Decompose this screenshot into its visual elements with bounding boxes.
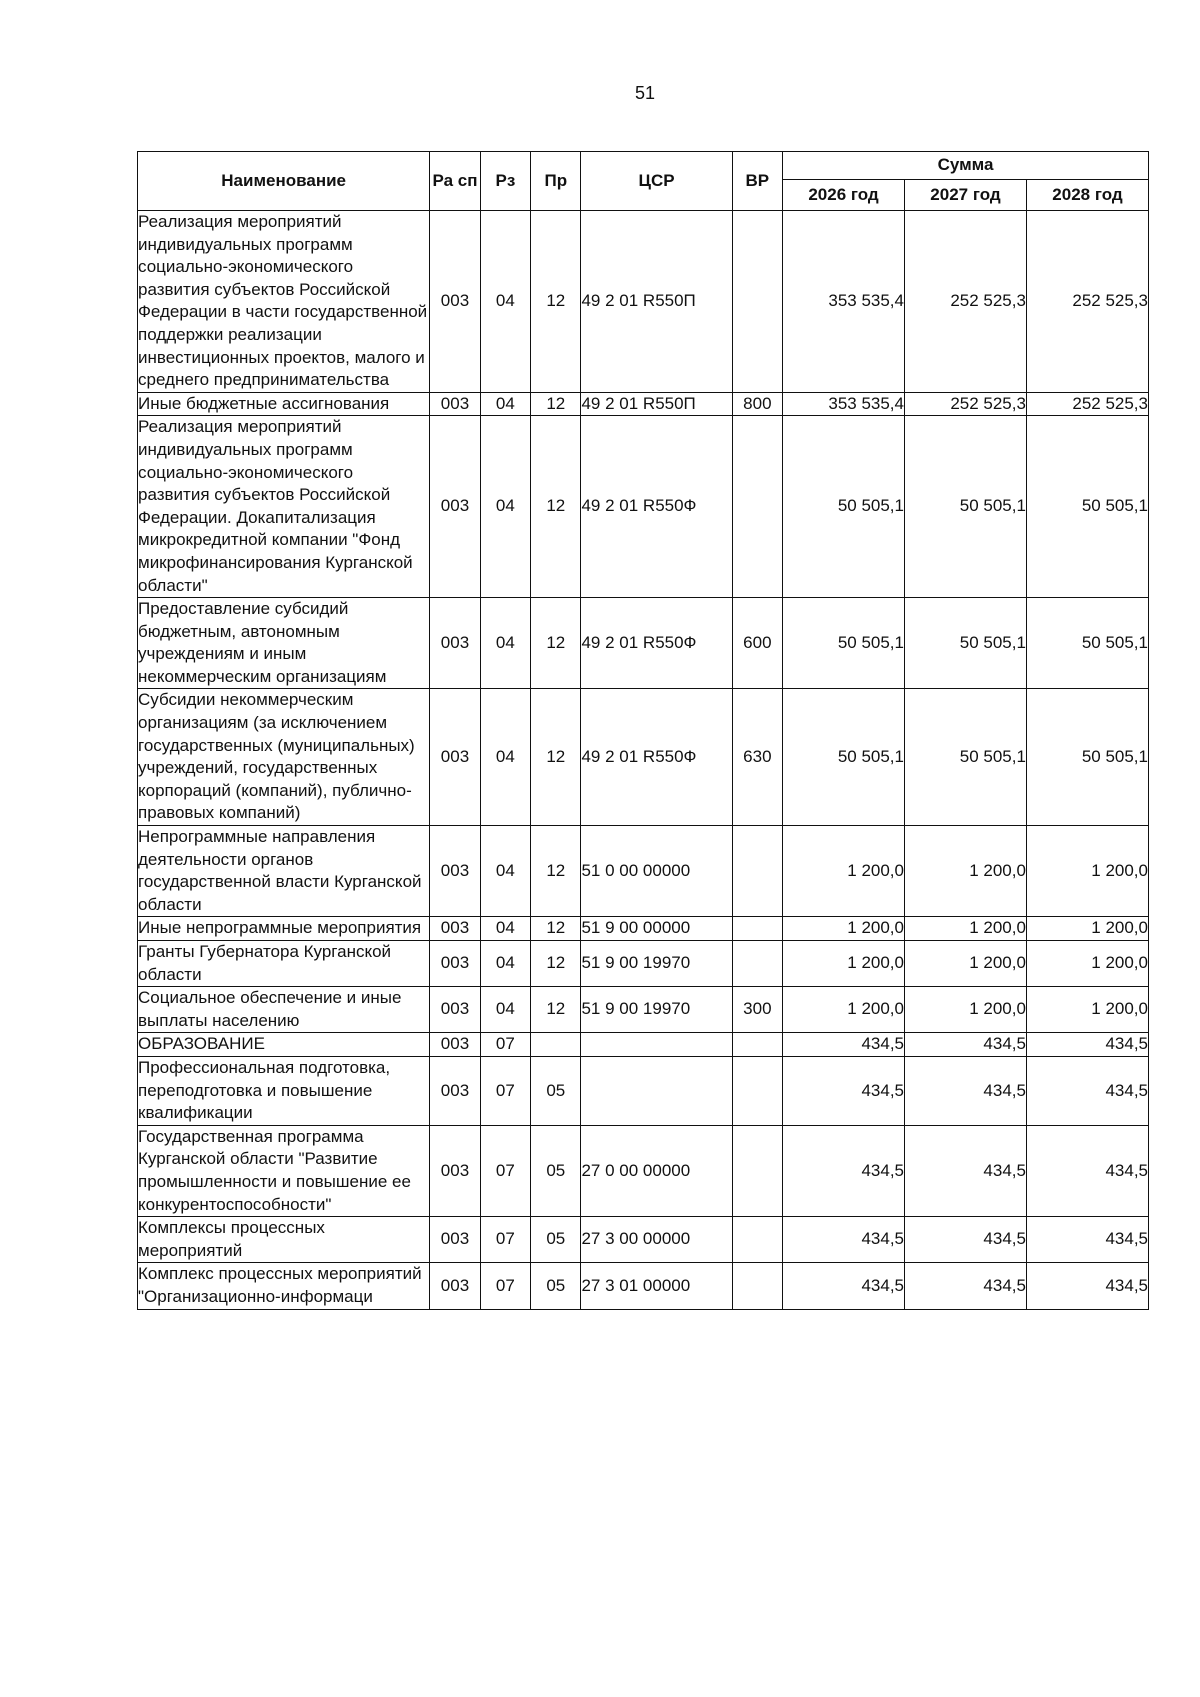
cell-amount-2026: 353 535,4 — [783, 211, 905, 393]
cell-vr — [732, 826, 782, 917]
cell-pr: 12 — [531, 689, 581, 826]
table-row — [138, 1263, 1149, 1309]
cell-amount-2026: 434,5 — [783, 1125, 905, 1216]
cell-pr: 12 — [531, 392, 581, 416]
cell-rasp: 003 — [430, 987, 480, 1033]
cell-rasp: 003 — [430, 1125, 480, 1216]
header-name: Наименование — [138, 152, 430, 211]
cell-rz: 04 — [480, 917, 530, 941]
cell-rz: 04 — [480, 826, 530, 917]
cell-amount-2028: 1 200,0 — [1026, 917, 1148, 941]
cell-name: Реализация мероприятий индивидуальных программ социально-экономического развития субъектов Российской Федерации в части государственной поддержки реализации инвестиционных проектов, малого и среднего предпринимательства — [138, 211, 430, 393]
cell-vr — [732, 1217, 782, 1263]
cell-vr: 600 — [732, 598, 782, 689]
cell-vr: 300 — [732, 987, 782, 1033]
table-row — [138, 598, 1149, 689]
cell-amount-2026: 50 505,1 — [783, 416, 905, 598]
cell-amount-2027: 50 505,1 — [905, 416, 1027, 598]
cell-vr: 800 — [732, 392, 782, 416]
cell-amount-2027: 252 525,3 — [905, 211, 1027, 393]
cell-rasp: 003 — [430, 917, 480, 941]
cell-amount-2026: 50 505,1 — [783, 598, 905, 689]
cell-csr: 51 9 00 19970 — [581, 987, 732, 1033]
cell-rasp: 003 — [430, 598, 480, 689]
cell-amount-2027: 1 200,0 — [905, 987, 1027, 1033]
cell-rz: 07 — [480, 1056, 530, 1125]
cell-amount-2027: 50 505,1 — [905, 598, 1027, 689]
cell-rz: 07 — [480, 1125, 530, 1216]
cell-csr: 27 0 00 00000 — [581, 1125, 732, 1216]
header-sum: Сумма — [783, 152, 1149, 180]
cell-amount-2028: 50 505,1 — [1026, 598, 1148, 689]
cell-rz: 04 — [480, 941, 530, 987]
cell-amount-2027: 1 200,0 — [905, 917, 1027, 941]
cell-rasp: 003 — [430, 416, 480, 598]
cell-csr: 51 9 00 19970 — [581, 941, 732, 987]
header-csr: ЦСР — [581, 152, 732, 211]
cell-amount-2028: 434,5 — [1026, 1033, 1148, 1057]
budget-table — [137, 151, 1149, 1310]
cell-rasp: 003 — [430, 1056, 480, 1125]
cell-pr: 05 — [531, 1125, 581, 1216]
cell-rz: 04 — [480, 392, 530, 416]
table-row — [138, 1217, 1149, 1263]
cell-rasp: 003 — [430, 1263, 480, 1309]
cell-rasp: 003 — [430, 1033, 480, 1057]
cell-amount-2028: 434,5 — [1026, 1263, 1148, 1309]
cell-amount-2027: 50 505,1 — [905, 689, 1027, 826]
cell-amount-2026: 434,5 — [783, 1056, 905, 1125]
cell-pr — [531, 1033, 581, 1057]
cell-amount-2027: 434,5 — [905, 1263, 1027, 1309]
header-rasp: Ра сп — [430, 152, 480, 211]
cell-vr — [732, 1263, 782, 1309]
cell-csr — [581, 1056, 732, 1125]
cell-pr: 05 — [531, 1263, 581, 1309]
cell-csr: 49 2 01 R550П — [581, 392, 732, 416]
cell-name: Комплексы процессных мероприятий — [138, 1217, 430, 1263]
cell-csr: 27 3 01 00000 — [581, 1263, 732, 1309]
cell-csr: 49 2 01 R550Ф — [581, 598, 732, 689]
cell-rasp: 003 — [430, 392, 480, 416]
cell-amount-2028: 434,5 — [1026, 1056, 1148, 1125]
cell-name: Государственная программа Курганской области "Развитие промышленности и повышение ее конкурентоспособности" — [138, 1125, 430, 1216]
cell-rasp: 003 — [430, 211, 480, 393]
cell-amount-2028: 50 505,1 — [1026, 416, 1148, 598]
table-row — [138, 1033, 1149, 1057]
header-vr: ВР — [732, 152, 782, 211]
cell-csr: 49 2 01 R550Ф — [581, 689, 732, 826]
cell-name: Гранты Губернатора Курганской области — [138, 941, 430, 987]
cell-vr: 630 — [732, 689, 782, 826]
cell-amount-2027: 252 525,3 — [905, 392, 1027, 416]
cell-pr: 12 — [531, 987, 581, 1033]
header-pr: Пр — [531, 152, 581, 211]
cell-amount-2028: 1 200,0 — [1026, 941, 1148, 987]
page-number: 51 — [634, 83, 656, 103]
cell-amount-2026: 1 200,0 — [783, 941, 905, 987]
cell-amount-2028: 1 200,0 — [1026, 826, 1148, 917]
cell-rz: 07 — [480, 1263, 530, 1309]
cell-amount-2027: 434,5 — [905, 1033, 1027, 1057]
cell-name: Иные непрограммные мероприятия — [138, 917, 430, 941]
cell-amount-2027: 434,5 — [905, 1217, 1027, 1263]
table-row — [138, 941, 1149, 987]
table-row — [138, 987, 1149, 1033]
table-row — [138, 689, 1149, 826]
cell-rz: 04 — [480, 598, 530, 689]
cell-amount-2026: 434,5 — [783, 1263, 905, 1309]
cell-amount-2027: 1 200,0 — [905, 941, 1027, 987]
cell-name: Реализация мероприятий индивидуальных программ социально-экономического развития субъектов Российской Федерации. Докапитализация микрокредитной компании "Фонд микрофинансирования Курганской области" — [138, 416, 430, 598]
cell-vr — [732, 416, 782, 598]
table-body — [138, 211, 1149, 1310]
cell-name: Иные бюджетные ассигнования — [138, 392, 430, 416]
cell-amount-2028: 434,5 — [1026, 1125, 1148, 1216]
cell-amount-2027: 434,5 — [905, 1056, 1027, 1125]
table-row — [138, 917, 1149, 941]
table-row — [138, 392, 1149, 416]
cell-rz: 04 — [480, 987, 530, 1033]
table-row — [138, 211, 1149, 393]
cell-csr: 49 2 01 R550Ф — [581, 416, 732, 598]
cell-amount-2026: 434,5 — [783, 1217, 905, 1263]
table-row — [138, 1125, 1149, 1216]
cell-rasp: 003 — [430, 1217, 480, 1263]
cell-vr — [732, 211, 782, 393]
cell-vr — [732, 917, 782, 941]
header-year-2028: 2028 год — [1026, 180, 1148, 211]
header-rz: Рз — [480, 152, 530, 211]
cell-name: Профессиональная подготовка, переподготовка и повышение квалификации — [138, 1056, 430, 1125]
cell-pr: 05 — [531, 1056, 581, 1125]
cell-rasp: 003 — [430, 826, 480, 917]
cell-amount-2026: 1 200,0 — [783, 917, 905, 941]
header-year-2026: 2026 год — [783, 180, 905, 211]
cell-rz: 07 — [480, 1033, 530, 1057]
cell-pr: 12 — [531, 826, 581, 917]
cell-rasp: 003 — [430, 941, 480, 987]
cell-vr — [732, 1125, 782, 1216]
cell-pr: 12 — [531, 416, 581, 598]
cell-amount-2028: 50 505,1 — [1026, 689, 1148, 826]
cell-rz: 04 — [480, 416, 530, 598]
cell-pr: 12 — [531, 917, 581, 941]
table-row — [138, 1056, 1149, 1125]
cell-amount-2027: 1 200,0 — [905, 826, 1027, 917]
cell-name: ОБРАЗОВАНИЕ — [138, 1033, 430, 1057]
cell-amount-2026: 434,5 — [783, 1033, 905, 1057]
cell-rz: 04 — [480, 689, 530, 826]
cell-vr — [732, 1056, 782, 1125]
cell-vr — [732, 941, 782, 987]
cell-amount-2028: 434,5 — [1026, 1217, 1148, 1263]
cell-csr: 51 0 00 00000 — [581, 826, 732, 917]
cell-csr: 49 2 01 R550П — [581, 211, 732, 393]
header-year-2027: 2027 год — [905, 180, 1027, 211]
cell-amount-2028: 252 525,3 — [1026, 211, 1148, 393]
cell-name: Непрограммные направления деятельности органов государственной власти Курганской области — [138, 826, 430, 917]
cell-amount-2028: 252 525,3 — [1026, 392, 1148, 416]
cell-csr: 51 9 00 00000 — [581, 917, 732, 941]
cell-rz: 07 — [480, 1217, 530, 1263]
cell-csr: 27 3 00 00000 — [581, 1217, 732, 1263]
cell-pr: 12 — [531, 211, 581, 393]
cell-amount-2026: 1 200,0 — [783, 826, 905, 917]
cell-csr — [581, 1033, 732, 1057]
cell-pr: 12 — [531, 941, 581, 987]
cell-name: Предоставление субсидий бюджетным, автономным учреждениям и иным некоммерческим организациям — [138, 598, 430, 689]
cell-amount-2028: 1 200,0 — [1026, 987, 1148, 1033]
table-row — [138, 826, 1149, 917]
cell-amount-2026: 50 505,1 — [783, 689, 905, 826]
cell-vr — [732, 1033, 782, 1057]
cell-rasp: 003 — [430, 689, 480, 826]
cell-amount-2027: 434,5 — [905, 1125, 1027, 1216]
cell-pr: 12 — [531, 598, 581, 689]
table-row — [138, 416, 1149, 598]
cell-pr: 05 — [531, 1217, 581, 1263]
cell-rz: 04 — [480, 211, 530, 393]
cell-name: Социальное обеспечение и иные выплаты населению — [138, 987, 430, 1033]
cell-amount-2026: 353 535,4 — [783, 392, 905, 416]
cell-name: Комплекс процессных мероприятий "Организационно-информаци — [138, 1263, 430, 1309]
cell-name: Субсидии некоммерческим организациям (за исключением государственных (муниципальных) учреждений, государственных корпораций (компаний), публично-правовых компаний) — [138, 689, 430, 826]
cell-amount-2026: 1 200,0 — [783, 987, 905, 1033]
